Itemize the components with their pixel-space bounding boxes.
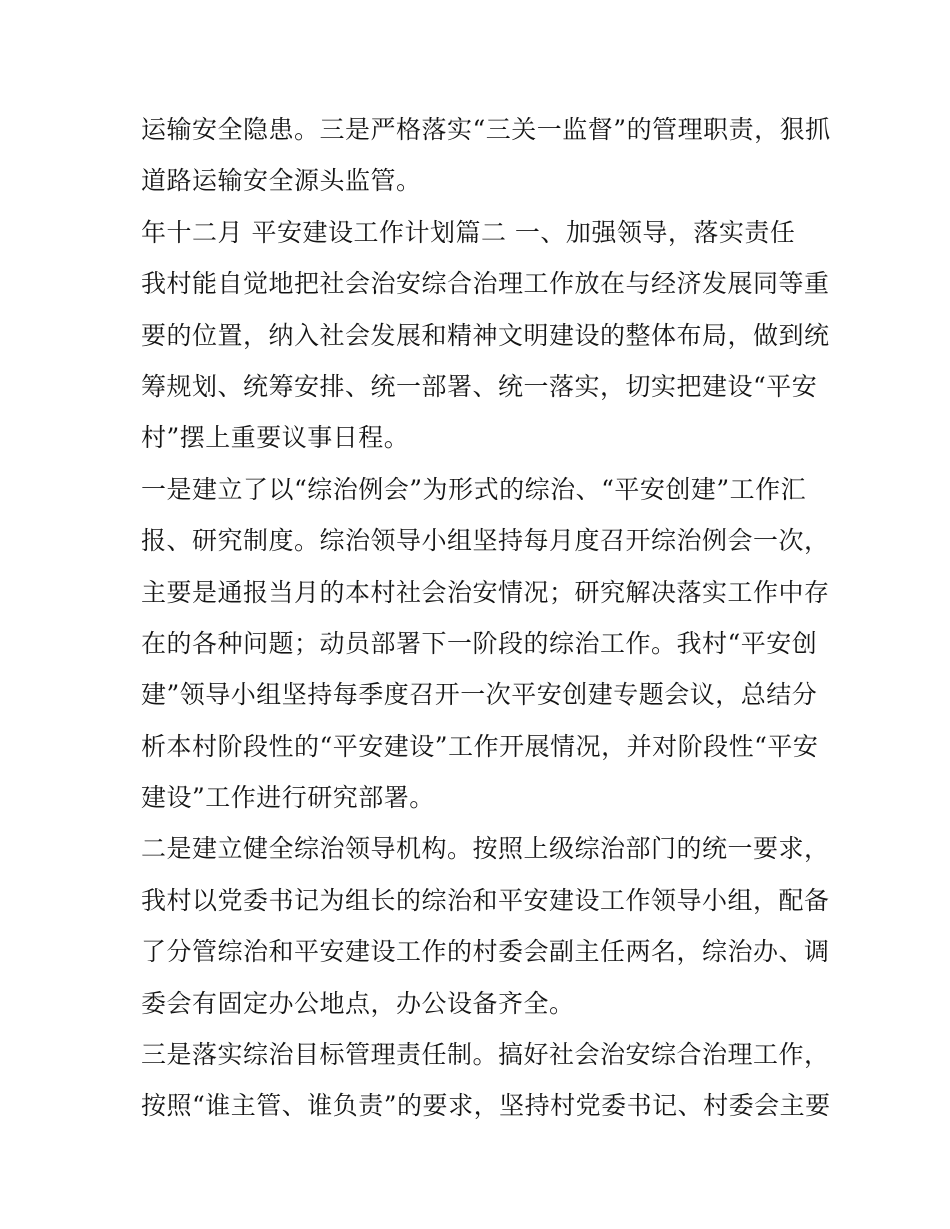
text-line: 我村能自觉地把社会治安综合治理工作放在与经济发展同等重 [141, 269, 830, 299]
text-line: 建设”工作进行研究部署。 [141, 783, 435, 813]
text-line: 报、研究制度。综治领导小组坚持每月度召开综治例会一次， [141, 526, 830, 556]
text-line: 一是建立了以“综治例会”为形式的综治、“平安创建”工作汇 [141, 474, 807, 504]
text-line: 建”领导小组坚持每季度召开一次平安创建专题会议，总结分 [141, 680, 818, 710]
text-line: 析本村阶段性的“平安建设”工作开展情况，并对阶段性“平安 [141, 731, 819, 761]
text-line: 按照“谁主管、谁负责”的要求，坚持村党委书记、村委会主要 [141, 1091, 831, 1121]
text-line: 年十二月 平安建设工作计划篇二 一、加强领导，落实责任 [141, 217, 796, 247]
text-line: 我村以党委书记为组长的综治和平安建设工作领导小组，配备 [141, 885, 830, 915]
text-line: 运输安全隐患。三是严格落实“三关一监督”的管理职责，狠抓 [141, 115, 831, 144]
text-line: 要的位置，纳入社会发展和精神文明建设的整体布局，做到统 [141, 320, 830, 350]
text-line: 村”摆上重要议事日程。 [141, 423, 410, 453]
text-line: 三是落实综治目标管理责任制。搞好社会治安综合治理工作， [141, 1040, 830, 1070]
text-line: 在的各种问题；动员部署下一阶段的综治工作。我村“平安创 [141, 628, 818, 658]
document-body [141, 104, 831, 1132]
text-line: 了分管综治和平安建设工作的村委会副主任两名，综治办、调 [141, 937, 830, 967]
text-line: 主要是通报当月的本村社会治安情况；研究解决落实工作中存 [141, 577, 830, 607]
text-line: 道路运输安全源头监管。 [141, 166, 422, 196]
text-line: 委会有固定办公地点，办公设备齐全。 [141, 988, 575, 1018]
text-line: 筹规划、统筹安排、统一部署、统一落实，切实把建设“平安 [141, 371, 818, 401]
text-line: 二是建立健全综治领导机构。按照上级综治部门的统一要求， [141, 834, 830, 864]
